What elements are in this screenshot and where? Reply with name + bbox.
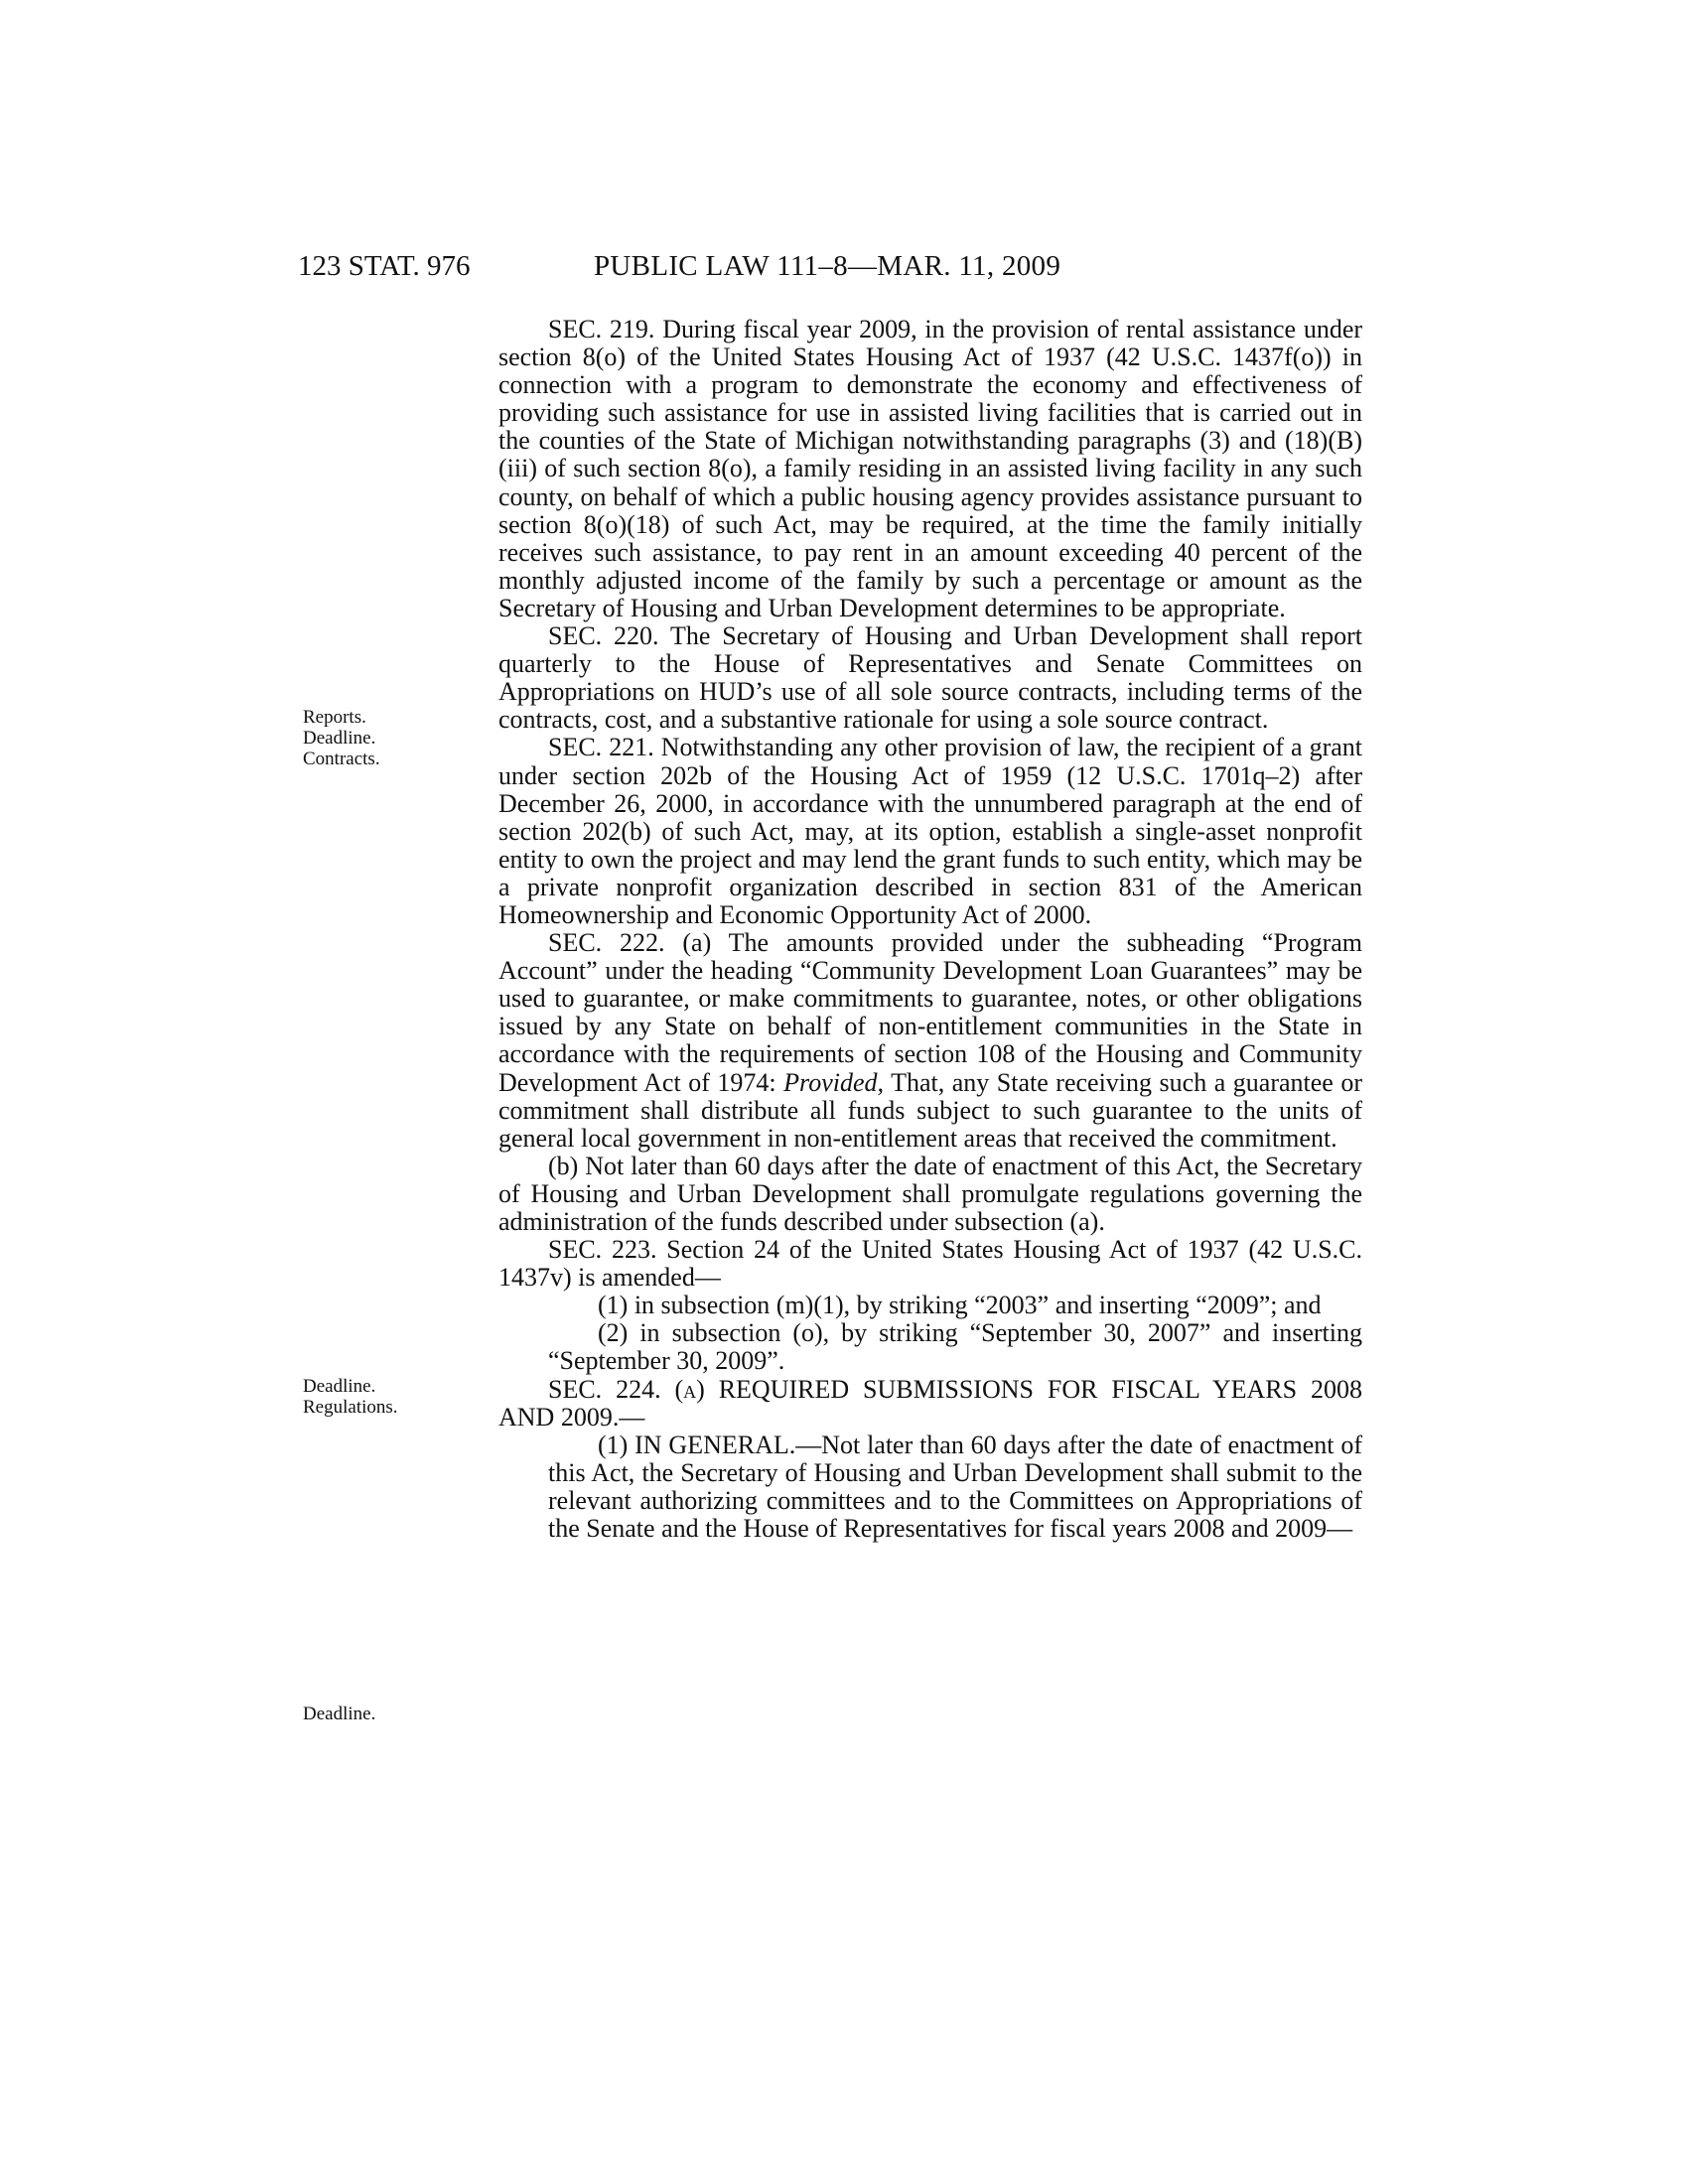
public-law-title: PUBLIC LAW 111–8—MAR. 11, 2009 (594, 250, 1061, 282)
running-header (298, 250, 1380, 290)
section-223-item-2: (2) in subsection (o), by striking “September 30, 2007” and inserting “September 30, 2009”. (548, 1318, 1362, 1376)
section-222-a: SEC. 222. (a) The amounts provided under the subheading “Program Account” under the heading “Community Development Loan Guarantees” may be used to guarantee, or make commitments to guarantee, notes, or other obligations issued by any State on behalf of non-entitlement communities in the State in accordance with the requirements of section 108 of the Housing and Community Development Act of 1974: Provided, That, any State receiving such a guarantee or commitment shall distribute all funds subject to such guarantee to the units of general local government in non-entitlement areas that received the commitment. (498, 928, 1363, 1153)
section-223-item-1: (1) in subsection (m)(1), by striking “2003” and inserting “2009”; and (598, 1291, 1322, 1320)
margin-note-deadline: Deadline. (303, 1704, 376, 1724)
section-224-a: SEC. 224. (a) REQUIRED SUBMISSIONS FOR FISCAL YEARS 2008 AND 2009.— (498, 1374, 1362, 1432)
margin-note-regulations: Deadline. Regulations. (303, 1376, 398, 1418)
body-text-column (498, 316, 1362, 1543)
section-220: SEC. 220. The Secretary of Housing and Urban Development shall report quarterly to the House of Representatives and Senate Committees on Appropriations on HUD’s use of all sole source contracts, including terms of the contracts, cost, and a substantive rationale for using a sole source contract. (498, 621, 1363, 735)
section-222-b: (b) Not later than 60 days after the date of enactment of this Act, the Secretary of Housing and Urban Development shall promulgate regulations governing the administration of the funds described under subsection (a). (498, 1151, 1362, 1236)
margin-note-reports: Reports. Deadline. Contracts. (303, 707, 380, 769)
statute-page-number: 123 STAT. 976 (298, 250, 471, 282)
section-224-item-1: (1) IN GENERAL.—Not later than 60 days after the date of enactment of this Act, the Secretary of Housing and Urban Development shall submit to the relevant authorizing committees and to the Committees on Appropriations of the Senate and the House of Representatives for fiscal years 2008 and 2009— (548, 1430, 1362, 1544)
section-221: SEC. 221. Notwithstanding any other provision of law, the recipient of a grant under section 202b of the Housing Act of 1959 (12 U.S.C. 1701q–2) after December 26, 2000, in accordance with the unnumbered paragraph at the end of section 202(b) of such Act, may, at its option, establish a single-asset nonprofit entity to own the project and may lend the grant funds to such entity, which may be a private nonprofit organization described in section 831 of the American Homeownership and Economic Opportunity Act of 2000. (498, 733, 1363, 929)
section-219: SEC. 219. During fiscal year 2009, in the provision of rental assistance under section 8(o) of the United States Housing Act of 1937 (42 U.S.C. 1437f(o)) in connection with a program to demonstrate the economy and effectiveness of providing such assistance for use in assisted living facilities that is carried out in the counties of the State of Michigan notwithstanding paragraphs (3) and (18)(B)(iii) of such section 8(o), a family residing in an assisted living facility in any such county, on behalf of which a public housing agency provides assistance pursuant to section 8(o)(18) of such Act, may be required, at the time the family initially receives such assistance, to pay rent in an amount exceeding 40 percent of the monthly adjusted income of the family by such a percentage or amount as the Secretary of Housing and Urban Development determines to be appropriate. (498, 315, 1363, 622)
section-223: SEC. 223. Section 24 of the United States Housing Act of 1937 (42 U.S.C. 1437v) is amended— (498, 1235, 1362, 1293)
